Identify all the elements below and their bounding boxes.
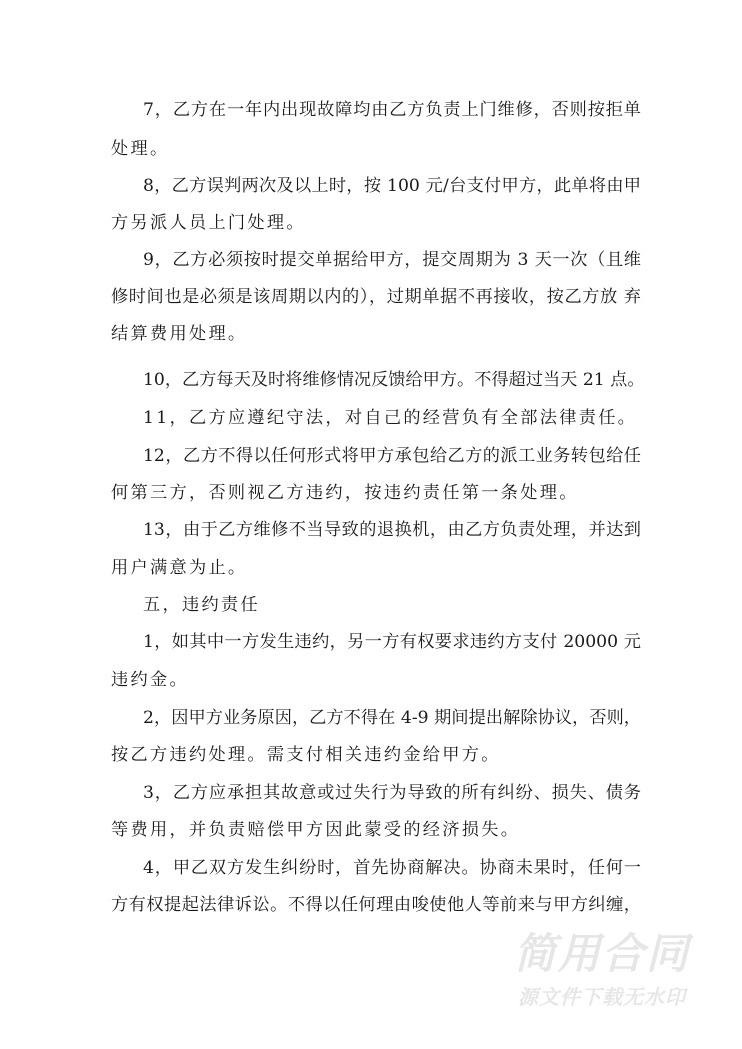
watermark	[512, 930, 692, 1010]
paragraph-continuation-line: 用户满意为止。	[111, 558, 248, 578]
watermark-brand: 简用合同	[513, 929, 690, 978]
paragraph-continuation-line: 结算费用处理。	[111, 324, 248, 344]
paragraph-first-line: 10，乙方每天及时将维修情况反馈给甲方。不得超过当天 21 点。	[143, 370, 645, 390]
paragraph-continuation-line: 违约金。	[111, 670, 189, 690]
paragraph-continuation-line: 修时间也是必须是该周期以内的），过期单据不再接收，按乙方放 弃	[111, 287, 641, 307]
paragraph-first-line: 11，乙方应遵纪守法，对自己的经营负有全部法律责任。	[143, 408, 638, 428]
paragraph-first-line: 13，由于乙方维修不当导致的退换机，由乙方负责处理，并达到	[143, 520, 641, 540]
paragraph-first-line: 7，乙方在一年内出现故障均由乙方负责上门维修，否则按拒单	[143, 100, 641, 120]
paragraph-continuation-line: 处理。	[111, 139, 170, 159]
paragraph-first-line: 1，如其中一方发生违约，另一方有权要求违约方支付 20000 元	[143, 632, 641, 652]
paragraph-continuation-line: 等费用，并负责赔偿甲方因此蒙受的经济损失。	[111, 820, 521, 840]
paragraph-first-line: 12，乙方不得以任何形式将甲方承包给乙方的派工业务转包给任	[143, 446, 641, 466]
paragraph-first-line: 9，乙方必须按时提交单据给甲方，提交周期为 3 天一次（且维	[143, 250, 641, 270]
paragraph-continuation-line: 方有权提起法律诉讼。不得以任何理由唆使他人等前来与甲方纠缠，	[111, 895, 641, 915]
paragraph-continuation-line: 方另派人员上门处理。	[111, 213, 306, 233]
paragraph-continuation-line: 何第三方，否则视乙方违约，按违约责任第一条处理。	[111, 483, 579, 503]
paragraph-first-line: 五，违约责任	[143, 595, 260, 615]
paragraph-first-line: 3，乙方应承担其故意或过失行为导致的所有纠纷、损失、债务	[143, 783, 641, 803]
watermark-caption: 源文件下载无水印	[518, 985, 686, 1009]
paragraph-first-line: 2，因甲方业务原因，乙方不得在 4-9 期间提出解除协议，否则，	[143, 708, 641, 728]
paragraph-first-line: 4，甲乙双方发生纠纷时，首先协商解决。协商未果时，任何一	[143, 858, 641, 878]
paragraph-continuation-line: 按乙方违约处理。需支付相关违约金给甲方。	[111, 745, 501, 765]
paragraph-first-line: 8，乙方误判两次及以上时，按 100 元/台支付甲方，此单将由甲	[143, 176, 641, 196]
